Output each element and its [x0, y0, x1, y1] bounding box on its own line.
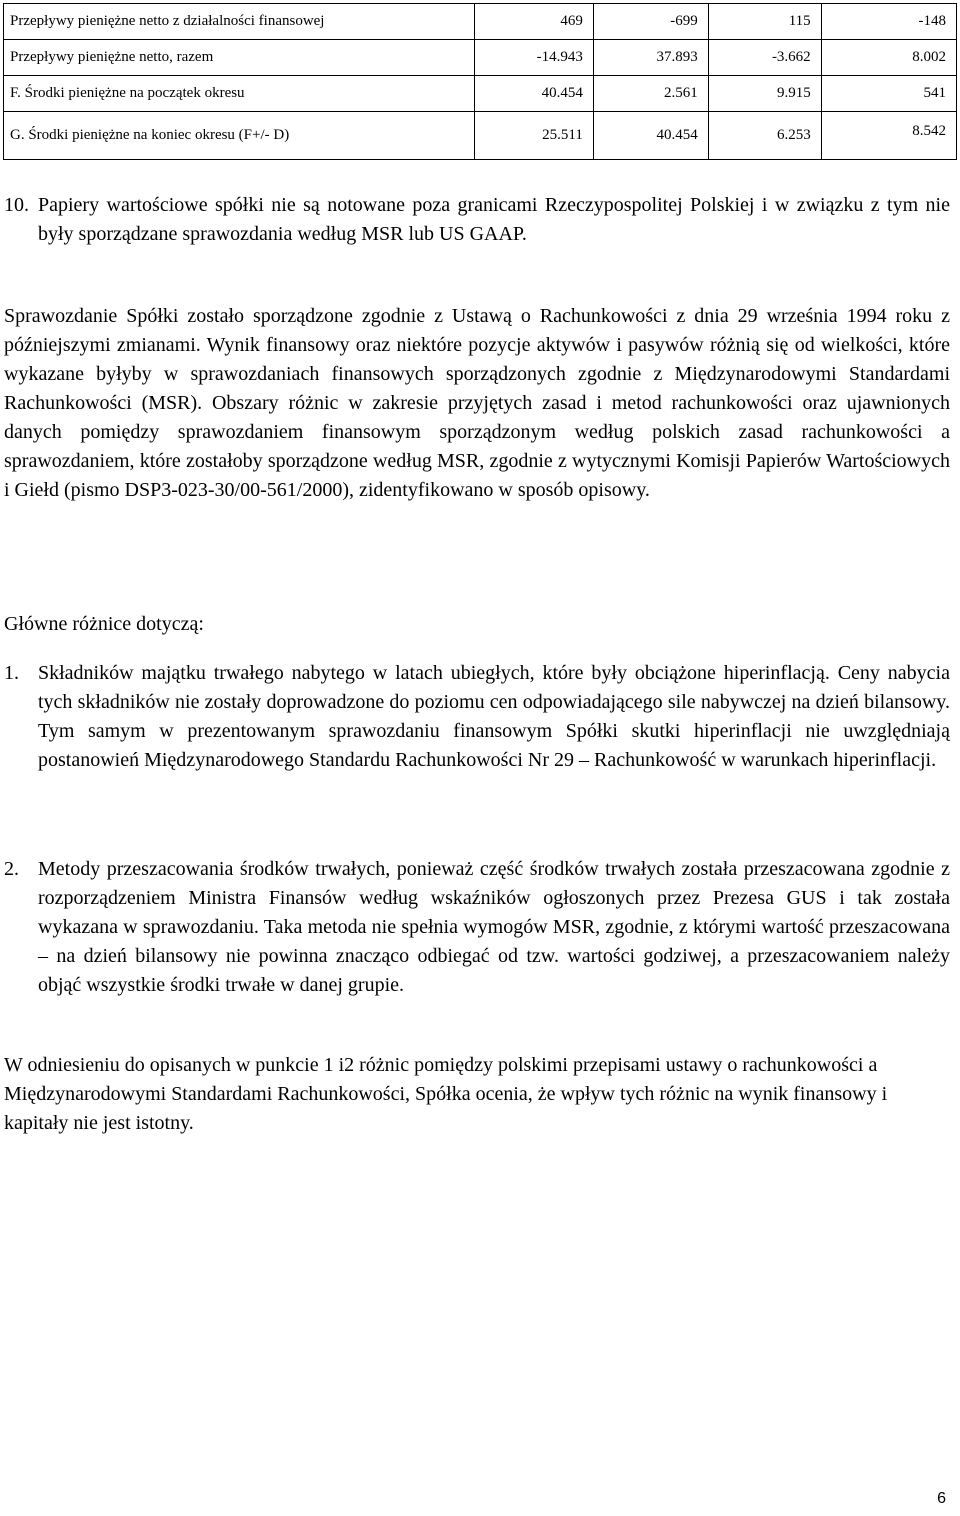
item-text: Metody przeszacowania środków trwałych, ponieważ część środków trwałych została przeszacowana zgodnie z rozporządzeniem Ministra Finansów według wskaźników ogłoszonych przez Prezesa GUS i tak została wykazana w sprawozdaniu. Taka metoda nie spełnia wymogów MSR, zgodnie, z którymi wartość przeszacowana – na dzień bilansowy nie powinna znacząco odbiegać od tzw. wartości godziwej, a przeszacowaniem należy objąć wszystkie środki trwałe w danej grupie.	[38, 858, 950, 996]
page-number: 6	[937, 1490, 946, 1507]
row-label: F. Środki pieniężne na początek okresu	[4, 76, 475, 112]
section-10-text: Papiery wartościowe spółki nie są notowane poza granicami Rzeczypospolitej Polskiej i w związku z tym nie były sporządzane sprawozdania według MSR lub US GAAP.	[38, 194, 950, 245]
item-text: Składników majątku trwałego nabytego w latach ubiegłych, które były obciążone hiperinflacją. Ceny nabycia tych składników nie zostały doprowadzone do poziomu cen odpowiadającego sile nabywczej na dzień bilansowy. Tym samym w prezentowanym sprawozdaniu finansowym Spółki skutki hiperinflacji nie uwzględniają postanowień Międzynarodowego Standardu Rachunkowości Nr 29 – Rachunkowość w warunkach hiperinflacji.	[38, 662, 950, 771]
row-label: Przepływy pieniężne netto, razem	[4, 40, 475, 76]
table-cell: 40.454	[593, 112, 708, 160]
table-cell: 8.002	[821, 40, 956, 76]
table-cell: 37.893	[593, 40, 708, 76]
table-cell: -3.662	[708, 40, 821, 76]
table-cell: -148	[821, 4, 956, 40]
item-number: 1.	[4, 662, 19, 684]
table-cell: 8.542	[821, 112, 956, 160]
table-row	[4, 112, 957, 160]
table-cell: 2.561	[593, 76, 708, 112]
table-cell: 9.915	[708, 76, 821, 112]
table-row	[4, 4, 957, 40]
table-cell: 6.253	[708, 112, 821, 160]
table-cell: 115	[708, 4, 821, 40]
row-label: G. Środki pieniężne na koniec okresu (F+/- D)	[4, 112, 475, 160]
table-cell: -14.943	[474, 40, 593, 76]
table-cell: 40.454	[474, 76, 593, 112]
section-10	[4, 191, 950, 249]
table-cell: 541	[821, 76, 956, 112]
conclusion-paragraph: W odniesieniu do opisanych w punkcie 1 i2 różnic pomiędzy polskimi przepisami ustawy o rachunkowości a Międzynarodowymi Standardami Rachunkowości, Spółka ocenia, że wpływ tych różnic na wynik finansowy i kapitały nie jest istotny.	[4, 1054, 888, 1134]
section-number: 10.	[4, 194, 29, 216]
table-row	[4, 76, 957, 112]
table-row	[4, 40, 957, 76]
table-cell: -699	[593, 4, 708, 40]
differences-heading: Główne różnice dotyczą:	[4, 613, 204, 635]
difference-item-2	[4, 855, 950, 1000]
row-label: Przepływy pieniężne netto z działalności finansowej	[4, 4, 475, 40]
cash-flow-table	[3, 3, 957, 160]
msr-paragraph: Sprawozdanie Spółki zostało sporządzone zgodnie z Ustawą o Rachunkowości z dnia 29 września 1994 roku z późniejszymi zmianami. Wynik finansowy oraz niektóre pozycje aktywów i pasywów różnią się od wielkości, które wykazane byłyby w sprawozdaniach finansowych sporządzonych zgodnie z Międzynarodowymi Standardami Rachunkowości (MSR). Obszary różnic w zakresie przyjętych zasad i metod rachunkowości oraz ujawnionych danych pomiędzy sprawozdaniem finansowym sporządzonym według polskich zasad rachunkowości a sprawozdaniem, które zostałoby sporządzone według MSR, zgodnie z wytycznymi Komisji Papierów Wartościowych i Giełd (pismo DSP3-023-30/00-561/2000), zidentyfikowano w sposób opisowy.	[4, 305, 950, 501]
table-cell: 469	[474, 4, 593, 40]
table-cell: 25.511	[474, 112, 593, 160]
difference-item-1	[4, 659, 950, 775]
item-number: 2.	[4, 858, 19, 880]
